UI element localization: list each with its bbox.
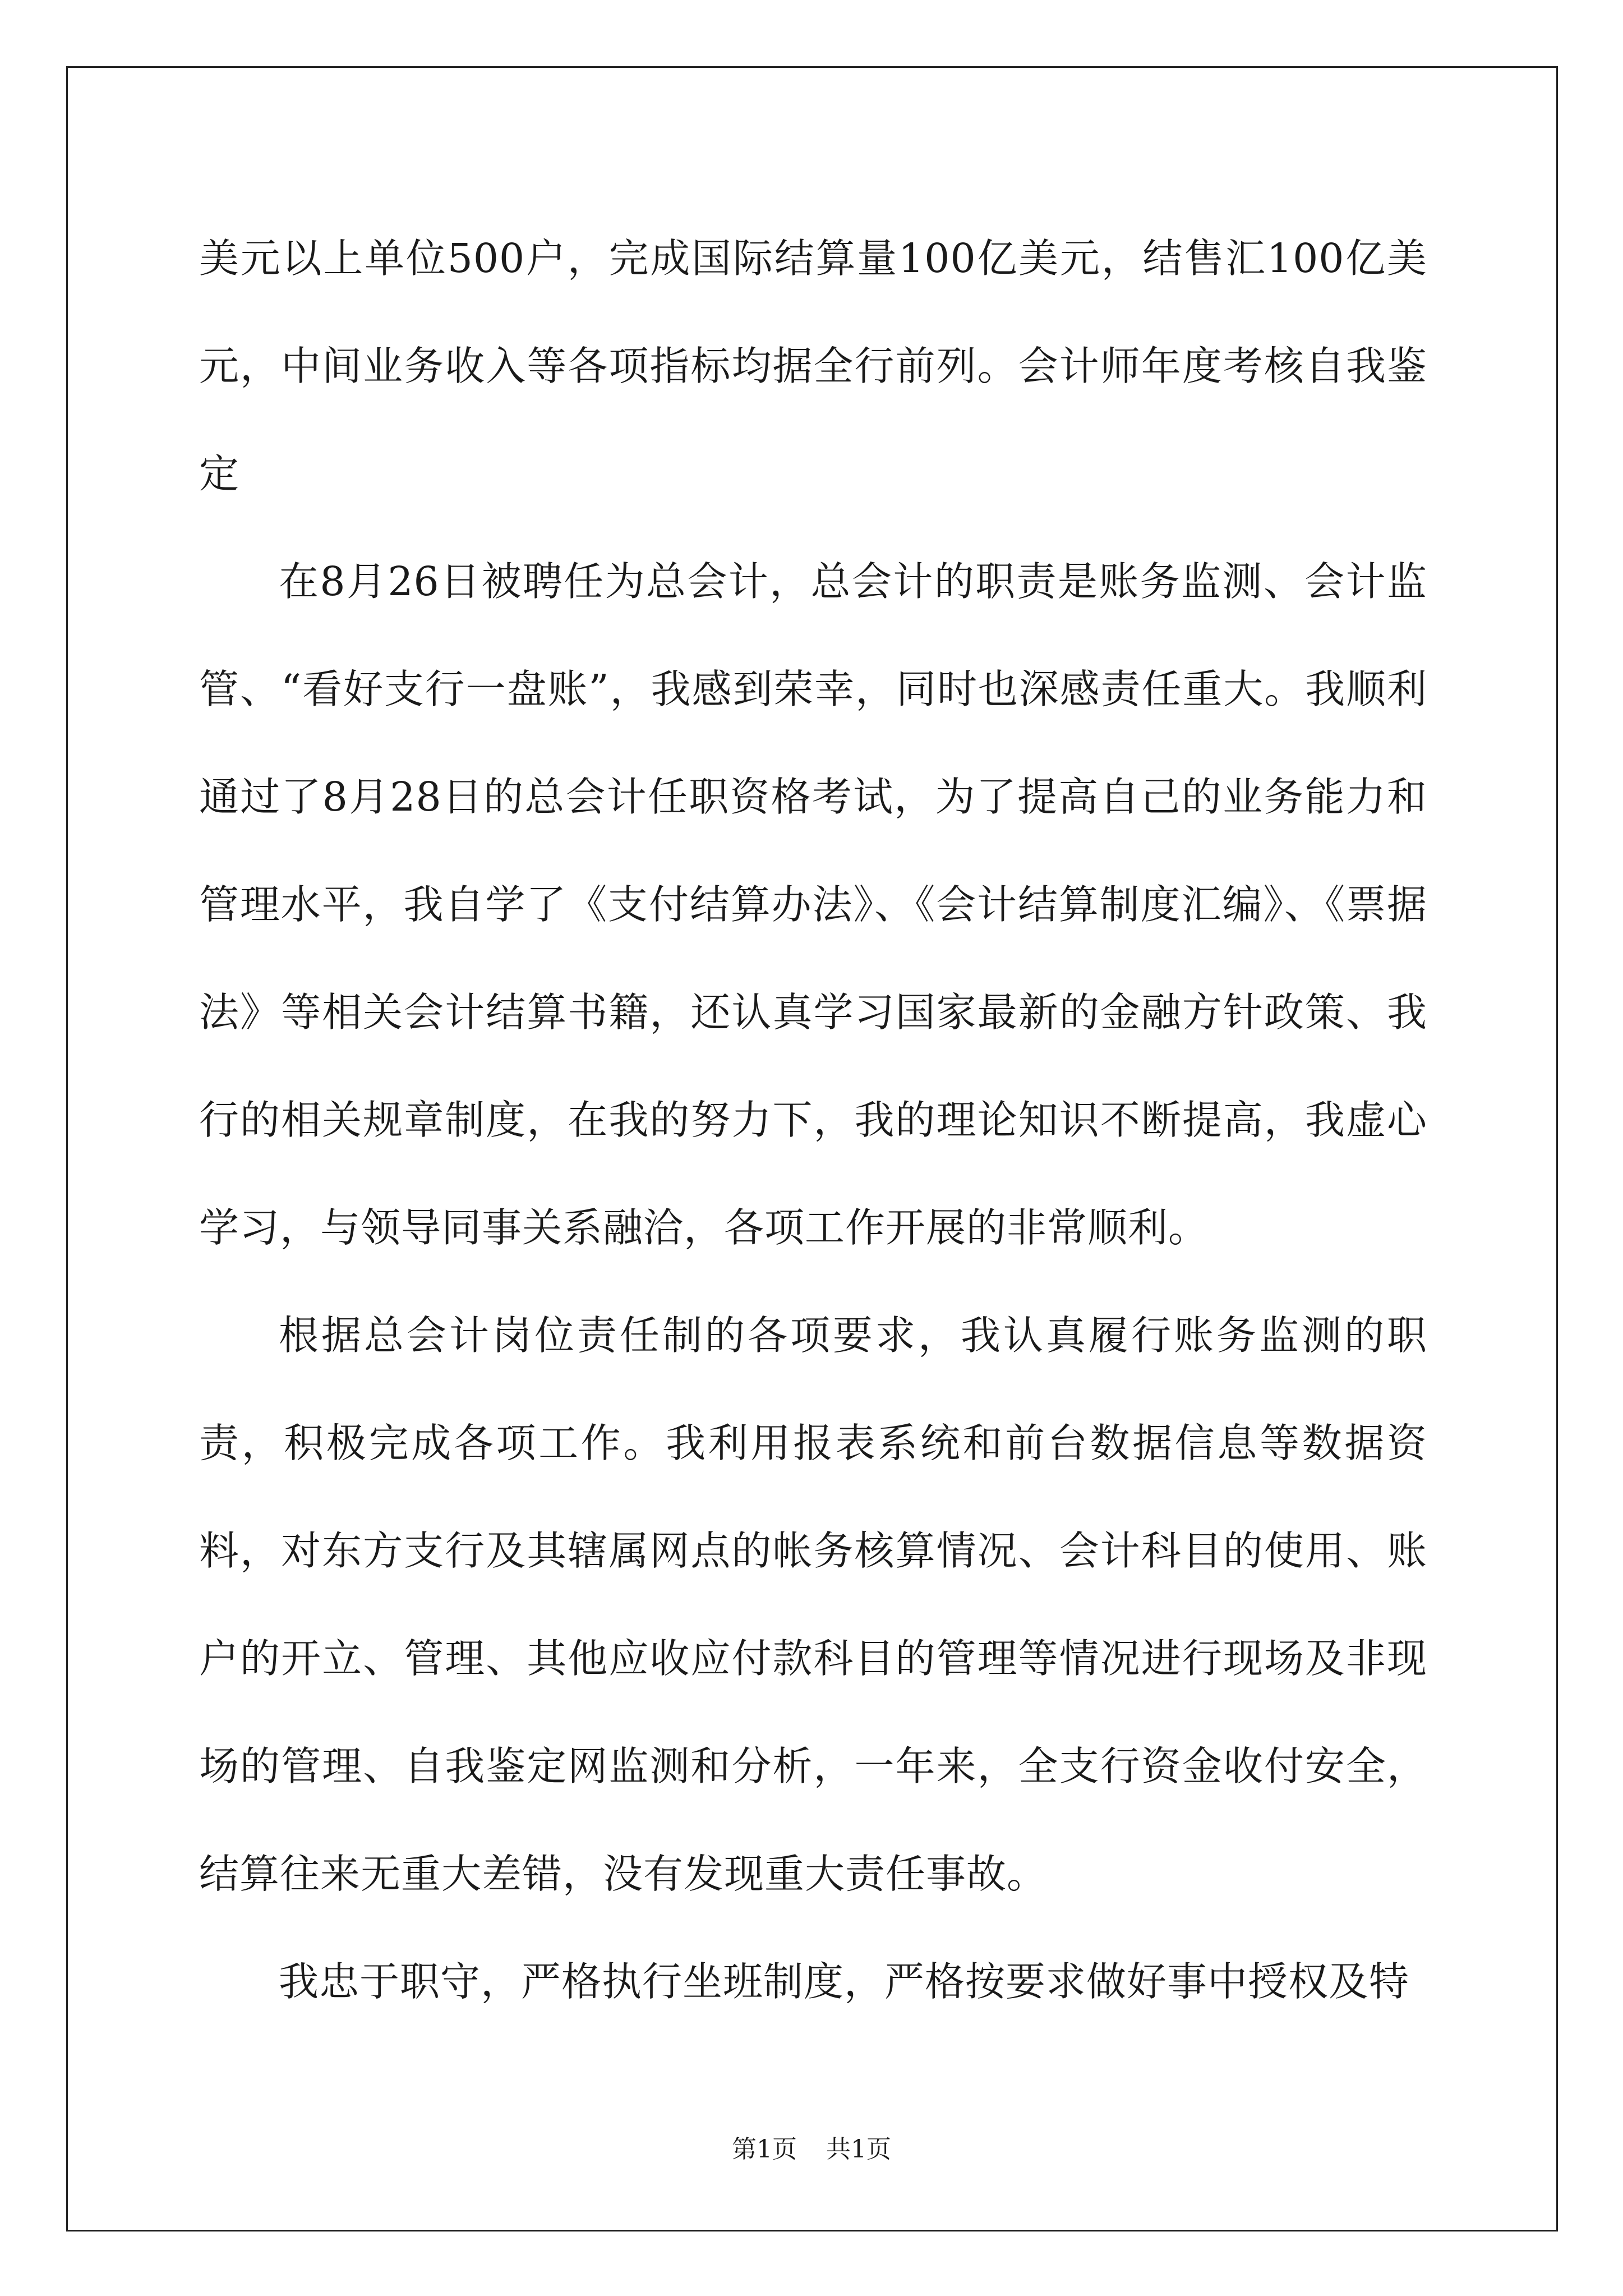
paragraph-duty: 我忠于职守，严格执行坐班制度，严格按要求做好事中授权及特 [279,1958,1410,2005]
paragraph-responsibilities: 根据总会计岗位责任制的各项要求，我认真履行账务监测的职责，积极完成各项工作。我利用报表系统和前台数据信息等数据资料，对东方支行及其辖属网点的帐务核算情况、会计科目的使用、账户的开立、管理、其他应收应付款科目的管理等情况进行现场及非现场的管理、自我鉴定网监测和分析，一年来，全支行资金收付安全，结算往来无重大差错，没有发现重大责任事故。 [199,1312,1427,1897]
page-footer [0,2129,1623,2165]
document-body [199,205,1427,2036]
page-total: 共1页 [826,2135,891,2164]
paragraph-appointment: 在8月26日被聘任为总会计，总会计的职责是账务监测、会计监管、“看好支行一盘账”，我感到荣幸，同时也深感责任重大。我顺利通过了8月28日的总会计任职资格考试，为了提高自己的业务能力和管理水平，我自学了《支付结算办法》、《会计结算制度汇编》、《票据法》等相关会计结算书籍，还认真学习国家最新的金融方针政策、我行的相关规章制度，在我的努力下，我的理论知识不断提高，我虚心学习，与领导同事关系融洽，各项工作开展的非常顺利。 [199,558,1427,1251]
paragraph-continuation: 美元以上单位500户，完成国际结算量100亿美元，结售汇100亿美元，中间业务收入等各项指标均据全行前列。会计师年度考核自我鉴定 [199,235,1427,497]
page-number: 第1页 [732,2135,797,2164]
